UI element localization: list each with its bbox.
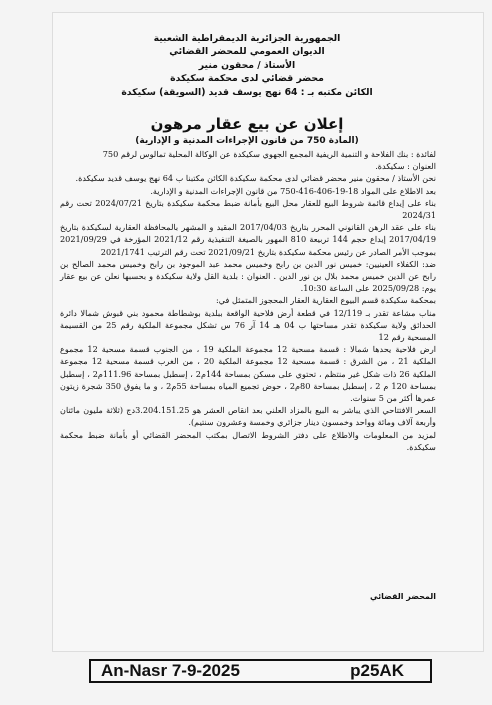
header-office: الديوان العمومي للمحضر القضائي bbox=[169, 46, 325, 58]
header-bailiff-name: الأستاذ / محقون منير bbox=[198, 59, 296, 71]
publication-date: An-Nasr 7-9-2025 bbox=[101, 661, 240, 680]
property-boundaries-paragraph: ارض فلاحية يحدها شمالا : قسمة مسحية 12 مجموعة الملكية 19 ، من الجنوب قسمة مسحية 12 مجموع الملكية 21 ، من الشرق : قسمة مسحية 12 مجموعة الملكية 20 ، من الغرب قسمة مسحية 12 مجموعة الملكية 26 ذات شكل غير منتظم ، تحتوي على مسكن بمساحة 144م2 ، إسطبل بمساحة 111.96م2 ، إسطبل بمساحة 120 م 2 ، إسطبل بمساحة 80م2 ، حوض تجميع المياه بمساحة 55م2 ، و ما يفوق 350 شجرة زيتون عمرها أكثر من 5 سنوات. bbox=[60, 344, 437, 404]
footer-box bbox=[89, 659, 432, 683]
header-address: الكائن مكتبه بـ : 64 نهج يوسف قديد (السويقة) سكيكدة bbox=[121, 86, 373, 98]
property-share-paragraph: مناب مشاعة تقدر بـ 12/119 في قطعة أرض فلاحية الواقعة ببلدية بوشطاطة محمود بني قبوش شمالا دائرة الحدائق ولاية سكيكدة تقدر مساحتها ب 04 هـ 14 آر 76 س تشكل مجموعة الملكية رقم 25 من القسيمة المسحية رقم 12 bbox=[60, 307, 436, 343]
beneficiary-address: العنوان : سكيكدة. bbox=[375, 161, 436, 172]
header-court: محضر قضائي لدى محكمة سكيكدة bbox=[170, 73, 324, 85]
opening-price-paragraph: السعر الافتتاحي الذي يباشر به البيع بالمزاد العلني بعد انقاص العشر هو 3.204.151.25دج (ثلاثة مليون مائتان وأربعة آلاف ومائة وواحد وخمسون دينار جزائري وخمسة وعشرون سنتيم). bbox=[60, 405, 436, 428]
header-block bbox=[112, 32, 382, 99]
legal-basis-paragraph: بعد الاطلاع على المواد 18-19-406-416-750 من قانون الإجراءات المدنية و الإدارية. bbox=[150, 185, 436, 196]
bailiff-paragraph: نحن الأستاذ / محقون منير محضر قضائي لدى محكمة سكيكدة الكائن مكتبنا ب 64 نهج يوسف قديد سكيكدة. bbox=[75, 173, 436, 184]
announcement-body bbox=[60, 148, 436, 453]
page-subtitle: (المادة 750 من قانون الإجراءات المدنية و الإدارية) bbox=[135, 136, 359, 146]
beneficiary-paragraph: لفائدة : بنك الفلاحة و التنمية الريفية المجمع الجهوي سكيكدة عن الوكالة المحلية تمالوس لرقم 750 bbox=[102, 149, 436, 159]
guarantors-paragraph: ضد: الكفلاء العينيين: خميس نور الدين بن رابح وخميس محمد عبد الموجود بن رابح وخميس محمد الصالح بن رابح عن الدين خميس محمد بلال بن نور الدين . العنوان : بلدية القل ولاية سكيكدة و بحسبها نعلن عن بيع عقار يوم: 2025/09/28 على الساعة 10:30. bbox=[60, 258, 436, 294]
court-paragraph: بمحكمة سكيكدة قسم البيوع العقارية العقار المحجوز المتمثل في: bbox=[216, 295, 436, 306]
page-title: إعلان عن بيع عقار مرهون bbox=[150, 115, 344, 133]
deposit-paragraph: بناء على إيداع قائمة شروط البيع للعقار محل البيع بأمانة ضبط محكمة سكيكدة بتاريخ 2024/07/21 تحت رقم 2024/31 bbox=[60, 197, 436, 221]
header-republic: الجمهورية الجزائرية الديمقراطية الشعبية bbox=[153, 33, 341, 44]
mortgage-paragraph: بناء على عقد الرهن القانوني المحرر بتاريخ 2017/04/03 المقيد و المشهر بالمحافظة العقارية لسكيكدة بتاريخ 2017/04/19 إيداع حجم 144 تربيعة 810 المهور بالصيغة التنفيذية رقم 2021/12 المؤرخة في 2021/09/29 بموجب الأمر الصادر عن رئيس محكمة سكيكدة بتاريخ 2021/09/21 تحت رقم الترتيب 2021/1741 bbox=[60, 222, 436, 257]
signature-label: المحضر القضائي bbox=[369, 592, 436, 601]
more-info-paragraph: لمزيد من المعلومات والاطلاع على دفتر الشروط الاتصال بمكتب المحضر القضائي أو بأمانة ضبط محكمة سكيكدة. bbox=[60, 429, 436, 452]
publication-code: p25AK bbox=[350, 661, 404, 680]
